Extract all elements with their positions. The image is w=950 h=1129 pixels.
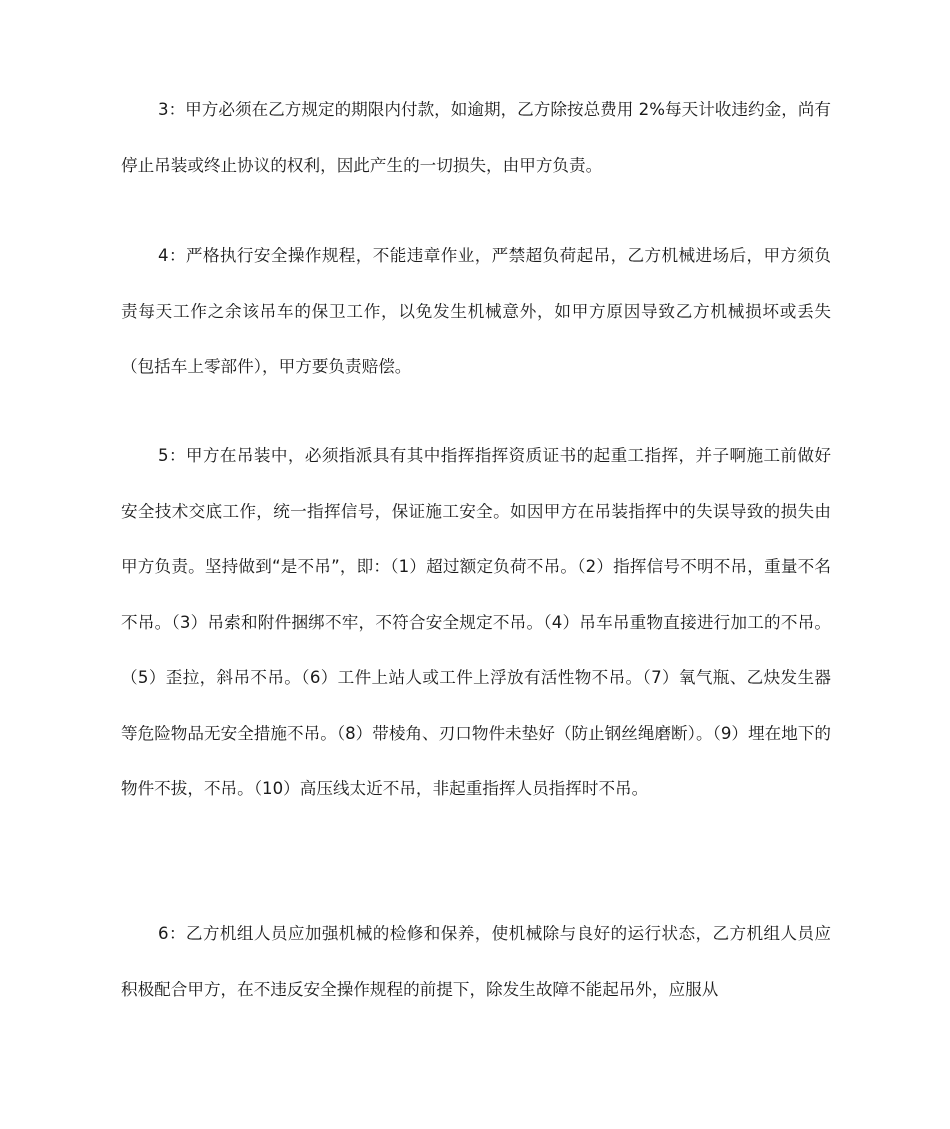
clause-5-paragraph: 5：甲方在吊装中，必须指派具有其中指挥指挥资质证书的起重工指挥，并子啊施工前做好安全技术交底工作，统一指挥信号，保证施工安全。如因甲方在吊装指挥中的失误导致的损失由甲方负责。坚持做到“是不吊”，即：（1）超过额定负荷不吊。（2）指挥信号不明不吊，重量不名不吊。（3）吊索和附件捆绑不牢，不符合安全规定不吊。（4）吊车吊重物直接进行加工的不吊。（5）歪拉，斜吊不吊。（6）工件上站人或工件上浮放有活性物不吊。（7）氧气瓶、乙炔发生器等危险物品无安全措施不吊。（8）带棱角、刃口物件未垫好（防止钢丝绳磨断）。（9）埋在地下的物件不拔，不吊。（10）高压线太近不吊，非起重指挥人员指挥时不吊。 xyxy=(121,446,831,798)
clause-6-paragraph: 6：乙方机组人员应加强机械的检修和保养，使机械除与良好的运行状态，乙方机组人员应积极配合甲方，在不违反安全操作规程的前提下，除发生故障不能起吊外，应服从 xyxy=(121,924,831,999)
clause-4-paragraph: 4：严格执行安全操作规程，不能违章作业，严禁超负荷起吊，乙方机械进场后，甲方须负责每天工作之余该吊车的保卫工作，以免发生机械意外，如甲方原因导致乙方机械损坏或丢失（包括车上零部件），甲方要负责赔偿。 xyxy=(121,246,831,376)
clause-3-paragraph: 3：甲方必须在乙方规定的期限内付款，如逾期，乙方除按总费用 2%每天计收违约金，尚有停止吊装或终止协议的权利，因此产生的一切损失，由甲方负责。 xyxy=(121,100,831,175)
